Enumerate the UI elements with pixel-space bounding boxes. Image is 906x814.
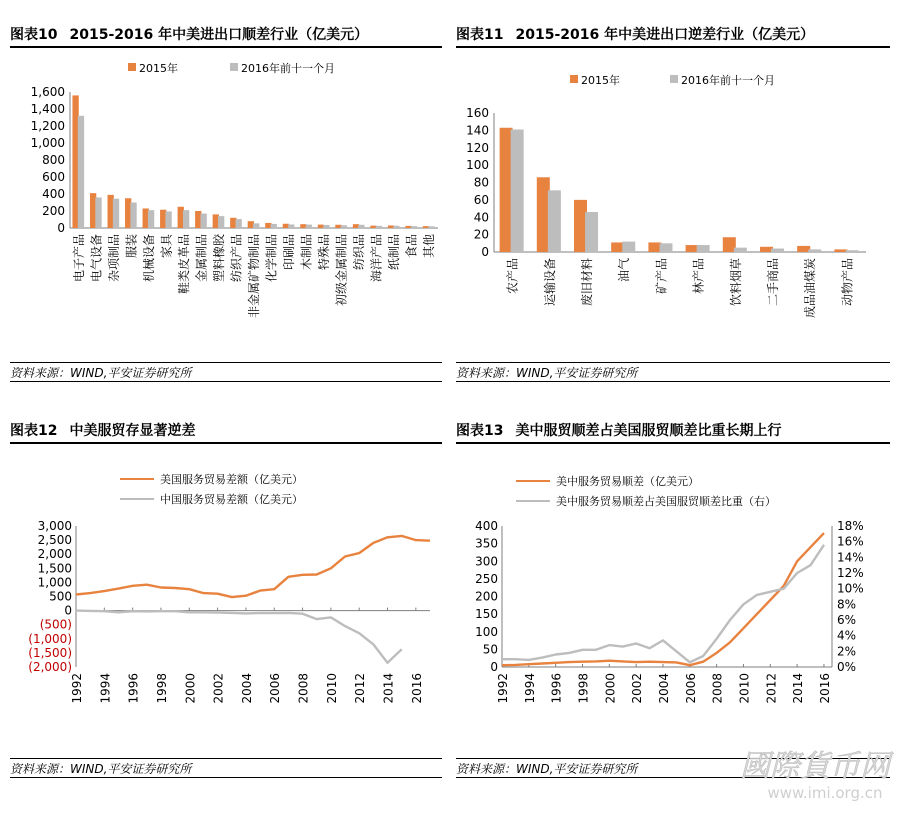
figure-number: 图表13 [456,423,504,439]
y-tick-label: 1,500 [37,561,72,576]
panel-fig12 [10,418,442,783]
x-tick-label: 1994 [522,673,537,704]
legend-label: 中国服务贸易差额（亿美元） [160,493,303,506]
y-tick-label: 400 [475,519,498,533]
y2-tick-label: 10% [837,581,864,596]
bar [500,128,513,252]
y-tick-label: 0 [481,245,489,259]
legend-label: 美中服务贸易顺差（亿美元） [556,475,699,488]
chart-title [10,22,442,48]
x-tick-label: 2002 [211,673,226,704]
bar [200,214,206,228]
x-tick-label: 机械设备 [141,234,156,283]
series-line [502,533,824,665]
chart-fig11 [456,52,890,372]
y2-tick-label: 18% [837,519,864,533]
y-tick-label: (500) [39,617,72,632]
x-tick-label: 2016 [409,673,424,704]
bar [411,226,417,228]
x-tick-label: 动物产品 [840,258,855,307]
y-tick-label: 50 [482,642,498,657]
x-tick-label: 2014 [791,673,806,704]
bar [113,199,119,228]
x-tick-label: 2006 [683,673,698,704]
x-tick-label: 矿产品 [654,258,669,295]
x-tick-label: 2010 [737,673,752,704]
y2-tick-label: 8% [837,597,857,612]
bar [622,242,635,252]
x-tick-label: 成品油煤炭 [803,258,818,319]
y-tick-label: 80 [473,175,489,190]
y-tick-label: 0 [57,221,65,235]
y-tick-label: 250 [475,571,498,586]
watermark-url: www.imi.org.cn [767,784,883,802]
panel-fig13 [456,418,890,783]
x-tick-label: 2000 [183,673,198,704]
bar [218,216,224,228]
x-tick-label: 1992 [70,673,84,704]
y2-tick-label: 12% [837,566,864,580]
bar [686,245,699,252]
bar [288,224,294,228]
bar [306,225,312,228]
y-tick-label: 200 [475,589,498,604]
bar [341,225,347,228]
x-tick-label: 1992 [496,673,510,704]
x-tick-label: 2012 [353,673,368,704]
bar [659,243,672,252]
y-tick-label: (1,000) [28,631,72,646]
legend-label: 2016年前十一个月 [241,62,335,75]
y-tick-label: 160 [466,106,489,120]
y-tick-label: (1,500) [28,645,72,660]
x-tick-label: 特殊品 [317,234,332,271]
figure-title: 中美服贸存显著逆差 [69,423,196,439]
y2-tick-label: 0% [837,660,857,674]
y-tick-label: 0 [490,660,498,674]
x-tick-label: 饮料烟草 [728,258,743,307]
x-tick-label: 农产品 [505,258,520,295]
bar [405,226,411,228]
bar [376,226,382,228]
bar [808,249,821,252]
x-tick-label: 海洋产品 [369,234,384,283]
figure-number: 图表12 [10,423,58,439]
bar [585,212,598,252]
x-tick-label: 2014 [381,673,396,704]
x-tick-label: 2002 [630,673,645,704]
x-tick-label: 木制品 [299,234,314,271]
y-tick-label: 40 [473,210,489,225]
y-tick-label: 1,600 [30,85,65,99]
legend-swatch [570,75,578,83]
bar [318,225,324,228]
x-tick-label: 服装 [124,234,139,259]
x-tick-label: 纺织产品 [229,234,244,283]
x-tick-label: 电子产品 [71,234,86,283]
bar [323,225,329,228]
figure-title: 2015-2016 年中美进出口顺差行业（亿美元） [69,27,369,43]
bar [130,203,136,229]
y2-tick-label: 16% [837,534,864,549]
bar [845,250,858,252]
x-tick-label: 2008 [710,673,725,704]
x-tick-label: 油气 [617,258,632,283]
series-line [76,611,402,663]
x-tick-label: 鞋类皮革品 [176,234,191,295]
y-tick-label: 3,000 [37,519,72,533]
bar [697,245,710,252]
y2-tick-label: 4% [837,628,857,643]
bar [183,210,189,228]
y-tick-label: 20 [473,227,489,242]
bar [771,249,784,252]
y-tick-label: 1,000 [30,136,65,150]
bar [723,237,736,252]
y-tick-label: 500 [49,589,72,604]
x-tick-label: 2012 [764,673,779,704]
x-tick-label: 纺织品 [352,234,367,271]
y-tick-label: 1,400 [30,102,65,116]
y-tick-label: 200 [42,204,65,218]
x-tick-label: 食品 [404,234,419,259]
x-tick-label: 废旧材料 [580,258,594,307]
x-tick-label: 其他 [422,234,437,259]
bar [95,197,101,228]
y-tick-label: 300 [475,554,498,569]
y-tick-label: 350 [475,536,498,551]
y2-tick-label: 6% [837,613,857,627]
figure-number: 图表11 [456,27,504,43]
panel-fig11 [456,22,890,387]
chart-title [456,418,890,444]
x-tick-label: 1996 [126,673,141,704]
x-tick-label: 印刷品 [282,234,297,271]
bar [78,116,84,228]
chart-title [10,418,442,444]
bar [148,210,154,228]
figure-title: 2015-2016 年中美进出口逆差行业（亿美元） [515,27,815,43]
source-note: 资料来源：WIND,平安证券研究所 [456,758,890,778]
x-tick-label: 2004 [239,673,254,704]
y-tick-label: 600 [42,170,65,184]
y-tick-label: 1,200 [30,119,65,133]
legend-label: 美国服务贸易差额（亿美元） [160,473,303,486]
bar [734,248,747,252]
x-tick-label: 电气设备 [89,234,104,283]
chart-title [456,22,890,48]
bar [90,193,96,228]
y2-tick-label: 2% [837,644,857,659]
x-tick-label: 纸制品 [387,234,402,271]
y-tick-label: 2,000 [37,547,72,562]
bar [574,200,587,252]
legend-label: 美中服务贸易顺差占美国服贸顺差比重（右） [556,495,776,508]
y-tick-label: 2,500 [37,533,72,548]
x-tick-label: 2010 [324,673,339,704]
x-tick-label: 塑料橡胶 [211,234,226,283]
x-tick-label: 运输设备 [542,258,557,307]
y2-tick-label: 14% [837,550,864,565]
y-tick-label: 0 [64,603,72,618]
y-tick-label: 140 [466,123,489,138]
y-tick-label: 800 [42,153,65,167]
bar [165,211,171,228]
chart-fig12 [10,448,442,768]
legend-label: 2015年 [581,74,620,87]
x-tick-label: 2000 [603,673,618,704]
legend-label: 2016年前十一个月 [681,74,775,87]
x-tick-label: 2016 [817,673,832,704]
y-tick-label: 120 [466,140,489,155]
bar [537,177,550,252]
x-tick-label: 2006 [268,673,283,704]
panel-fig10 [10,22,442,387]
y-tick-label: 60 [473,192,489,207]
x-tick-label: 1996 [549,673,564,704]
y-tick-label: 100 [475,624,498,639]
source-note: 资料来源：WIND,平安证券研究所 [456,362,890,382]
x-tick-label: 1998 [154,673,169,704]
x-tick-label: 2004 [656,673,671,704]
bar [428,226,434,228]
x-tick-label: 家具 [159,234,174,259]
x-tick-label: 杂项制品 [106,234,121,283]
y-tick-label: 1,000 [37,575,72,590]
bar [511,130,524,252]
y-tick-label: 150 [475,607,498,622]
bar [300,224,306,228]
y-tick-label: 400 [42,187,65,201]
legend-swatch [230,63,238,71]
watermark-title: 國際貨币网 [740,749,890,784]
series-line [76,536,430,597]
x-tick-label: 1994 [98,673,113,704]
x-tick-label: 1998 [576,673,591,704]
watermark-logo [730,738,900,804]
legend-swatch [670,75,678,83]
chart-fig13 [456,448,890,768]
bar [548,190,561,252]
source-note: 资料来源：WIND,平安证券研究所 [10,362,442,382]
legend-swatch [128,63,136,71]
x-tick-label: 化学制品 [264,234,279,283]
bar [388,225,394,228]
x-tick-label: 非金属矿物制品 [247,234,261,319]
bar [253,223,259,228]
x-tick-label: 初级金属制品 [334,234,349,307]
x-tick-label: 金属制品 [194,234,209,283]
bar [271,224,277,228]
y-tick-label: (2,000) [28,660,72,674]
figure-title: 美中服贸顺差占美国服贸顺差比重长期上行 [515,423,782,439]
series-line [502,545,824,663]
source-note: 资料来源：WIND,平安证券研究所 [10,758,442,778]
legend-label: 2015年 [139,62,178,75]
x-tick-label: 林产品 [691,258,706,295]
bar [358,225,364,228]
x-tick-label: 2008 [296,673,311,704]
y-tick-label: 100 [466,158,489,173]
chart-fig10 [10,52,442,372]
x-tick-label: 二手商品 [766,258,780,307]
bar [236,219,242,228]
bar [393,226,399,228]
figure-number: 图表10 [10,27,58,43]
